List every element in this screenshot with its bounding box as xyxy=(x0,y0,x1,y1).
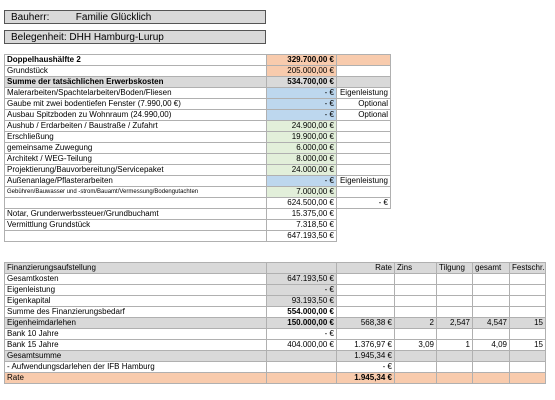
notar-value: 15.375,00 € xyxy=(267,209,337,220)
belegenheit-box xyxy=(4,30,266,44)
ifb-label: - Aufwendungsdarlehen der IFB Hamburg xyxy=(5,362,267,373)
kosten-row xyxy=(5,143,391,154)
eigenleistung-row xyxy=(5,285,546,296)
eigenheimdarlehen-value: 150.000,00 € xyxy=(267,318,337,329)
rate-row xyxy=(5,373,546,384)
belegenheit-text: Belegenheit: DHH Hamburg-Lurup xyxy=(11,32,164,43)
rate-label: Rate xyxy=(5,373,267,384)
grundstueck-value: 205.000,00 € xyxy=(267,66,337,77)
kosten-row-label: Gaube mit zwei bodentiefen Fenster (7.990,00 €) xyxy=(5,99,267,110)
gesamt-row xyxy=(5,231,391,242)
kosten-row-value: 7.000,00 € xyxy=(267,187,337,198)
summe-bedarf-row xyxy=(5,307,546,318)
eigenheimdarlehen-festschr: 15 xyxy=(510,318,546,329)
kosten-row xyxy=(5,176,391,187)
kosten-row-value: - € xyxy=(267,110,337,121)
summe-erwerbskosten-value: 534.700,00 € xyxy=(267,77,337,88)
finanzierung-title: Finanzierungsaufstellung xyxy=(5,263,267,274)
bauherr-value: Familie Glücklich xyxy=(75,12,152,23)
eigenleistung-value: - € xyxy=(267,285,337,296)
kosten-title-value: 329.700,00 € xyxy=(267,55,337,66)
kosten-row-value: 24.900,00 € xyxy=(267,121,337,132)
eigenkapital-label: Eigenkapital xyxy=(5,296,267,307)
kosten-row xyxy=(5,154,391,165)
eigenleistung-label: Eigenleistung xyxy=(5,285,267,296)
kosten-row-label: Malerarbeiten/Spachtelarbeiten/Boden/Fliesen xyxy=(5,88,267,99)
kosten-row xyxy=(5,121,391,132)
eigenheimdarlehen-rate: 568,38 € xyxy=(337,318,395,329)
kosten-row xyxy=(5,132,391,143)
kosten-row-value: - € xyxy=(267,88,337,99)
kosten-row-note xyxy=(337,121,391,132)
gesamtkosten-row xyxy=(5,274,546,285)
kosten-title-note xyxy=(337,55,391,66)
kosten-row-label: Erschließung xyxy=(5,132,267,143)
kosten-row xyxy=(5,187,391,198)
kosten-row-label: Projektierung/Bauvorbereitung/Servicepaket xyxy=(5,165,267,176)
kosten-row-value: 24.000,00 € xyxy=(267,165,337,176)
finanzierung-table xyxy=(4,262,546,384)
kosten-row-note xyxy=(337,132,391,143)
gesamtsumme-value: 1.945,34 € xyxy=(337,351,395,362)
eigenheimdarlehen-zins: 2 xyxy=(395,318,437,329)
summe-erwerbskosten-note xyxy=(337,77,391,88)
bank15-festschr: 15 xyxy=(510,340,546,351)
eigenheimdarlehen-label: Eigenheimdarlehen xyxy=(5,318,267,329)
kosten-row-value: - € xyxy=(267,99,337,110)
grundstueck-row xyxy=(5,66,391,77)
bank15-value: 404.000,00 € xyxy=(267,340,337,351)
festschr-header: Festschr. xyxy=(510,263,546,274)
notar-row xyxy=(5,209,391,220)
notar-label: Notar, Grunderwerbssteuer/Grundbuchamt xyxy=(5,209,267,220)
kosten-row-value: - € xyxy=(267,176,337,187)
kosten-row-value: 6.000,00 € xyxy=(267,143,337,154)
kosten-row-label: Aushub / Erdarbeiten / Baustraße / Zufahrt xyxy=(5,121,267,132)
summe-erwerbskosten-label: Summe der tatsächlichen Erwerbskosten xyxy=(5,77,267,88)
summe-bedarf-label: Summe des Finanzierungsbedarf xyxy=(5,307,267,318)
bank15-gesamt: 4,09 xyxy=(473,340,510,351)
kosten-row-note: Optional xyxy=(337,99,391,110)
kosten-row xyxy=(5,165,391,176)
rate-header: Rate xyxy=(337,263,395,274)
finanzierung-header-row xyxy=(5,263,546,274)
summe-erwerbskosten-row xyxy=(5,77,391,88)
ifb-value: - € xyxy=(337,362,395,373)
vermittlung-label: Vermittlung Grundstück xyxy=(5,220,267,231)
kosten-row-value: 19.900,00 € xyxy=(267,132,337,143)
bank10-label: Bank 10 Jahre xyxy=(5,329,267,340)
grundstueck-label: Grundstück xyxy=(5,66,267,77)
gesamt-header: gesamt xyxy=(473,263,510,274)
bank10-row xyxy=(5,329,546,340)
tilgung-header: Tilgung xyxy=(437,263,473,274)
bank15-label: Bank 15 Jahre xyxy=(5,340,267,351)
kosten-row-label: Architekt / WEG-Teilung xyxy=(5,154,267,165)
zwischensumme-value: 624.500,00 € xyxy=(267,198,337,209)
zins-header: Zins xyxy=(395,263,437,274)
kosten-row-note: Eigenleistung xyxy=(337,176,391,187)
bank10-value: - € xyxy=(267,329,337,340)
zwischensumme-note: - € xyxy=(337,198,391,209)
kosten-row-note: Optional xyxy=(337,110,391,121)
gesamtkosten-label: Gesamtkosten xyxy=(5,274,267,285)
bank15-row xyxy=(5,340,546,351)
summe-bedarf-value: 554.000,00 € xyxy=(267,307,337,318)
kosten-row-note: Eigenleistung xyxy=(337,88,391,99)
gesamt-label xyxy=(5,231,267,242)
bauherr-label: Bauherr: xyxy=(11,12,50,23)
eigenheimdarlehen-tilgung: 2,547 xyxy=(437,318,473,329)
kosten-title-row xyxy=(5,55,391,66)
bank15-tilgung: 1 xyxy=(437,340,473,351)
bauherr-box xyxy=(4,10,266,24)
vermittlung-value: 7.318,50 € xyxy=(267,220,337,231)
bank15-zins: 3,09 xyxy=(395,340,437,351)
gesamtsumme-row xyxy=(5,351,546,362)
kosten-row xyxy=(5,110,391,121)
ifb-row xyxy=(5,362,546,373)
kosten-row xyxy=(5,99,391,110)
kosten-row-label: Ausbau Spitzboden zu Wohnraum (24.990,00) xyxy=(5,110,267,121)
gesamt-value: 647.193,50 € xyxy=(267,231,337,242)
rate-value: 1.945,34 € xyxy=(337,373,395,384)
zwischensumme-row xyxy=(5,198,391,209)
grundstueck-note xyxy=(337,66,391,77)
gesamtsumme-label: Gesamtsumme xyxy=(5,351,267,362)
bank15-rate: 1.376,97 € xyxy=(337,340,395,351)
zwischensumme-label xyxy=(5,198,267,209)
kosten-title: Doppelhaushälfte 2 xyxy=(5,55,267,66)
kosten-row-note xyxy=(337,187,391,198)
kosten-row xyxy=(5,88,391,99)
gesamtkosten-value: 647.193,50 € xyxy=(267,274,337,285)
kosten-row-label: Außenanlage/Pflasterarbeiten xyxy=(5,176,267,187)
eigenkapital-row xyxy=(5,296,546,307)
kosten-table xyxy=(4,54,391,242)
kosten-row-label: gemeinsame Zuwegung xyxy=(5,143,267,154)
eigenkapital-value: 93.193,50 € xyxy=(267,296,337,307)
eigenheimdarlehen-gesamt: 4,547 xyxy=(473,318,510,329)
kosten-row-value: 8.000,00 € xyxy=(267,154,337,165)
eigenheimdarlehen-row xyxy=(5,318,546,329)
vermittlung-row xyxy=(5,220,391,231)
kosten-row-note xyxy=(337,165,391,176)
kosten-row-label: Gebühren/Bauwasser und -strom/Bauamt/Vermessung/Bodengutachten xyxy=(5,187,267,198)
kosten-row-note xyxy=(337,143,391,154)
kosten-row-note xyxy=(337,154,391,165)
